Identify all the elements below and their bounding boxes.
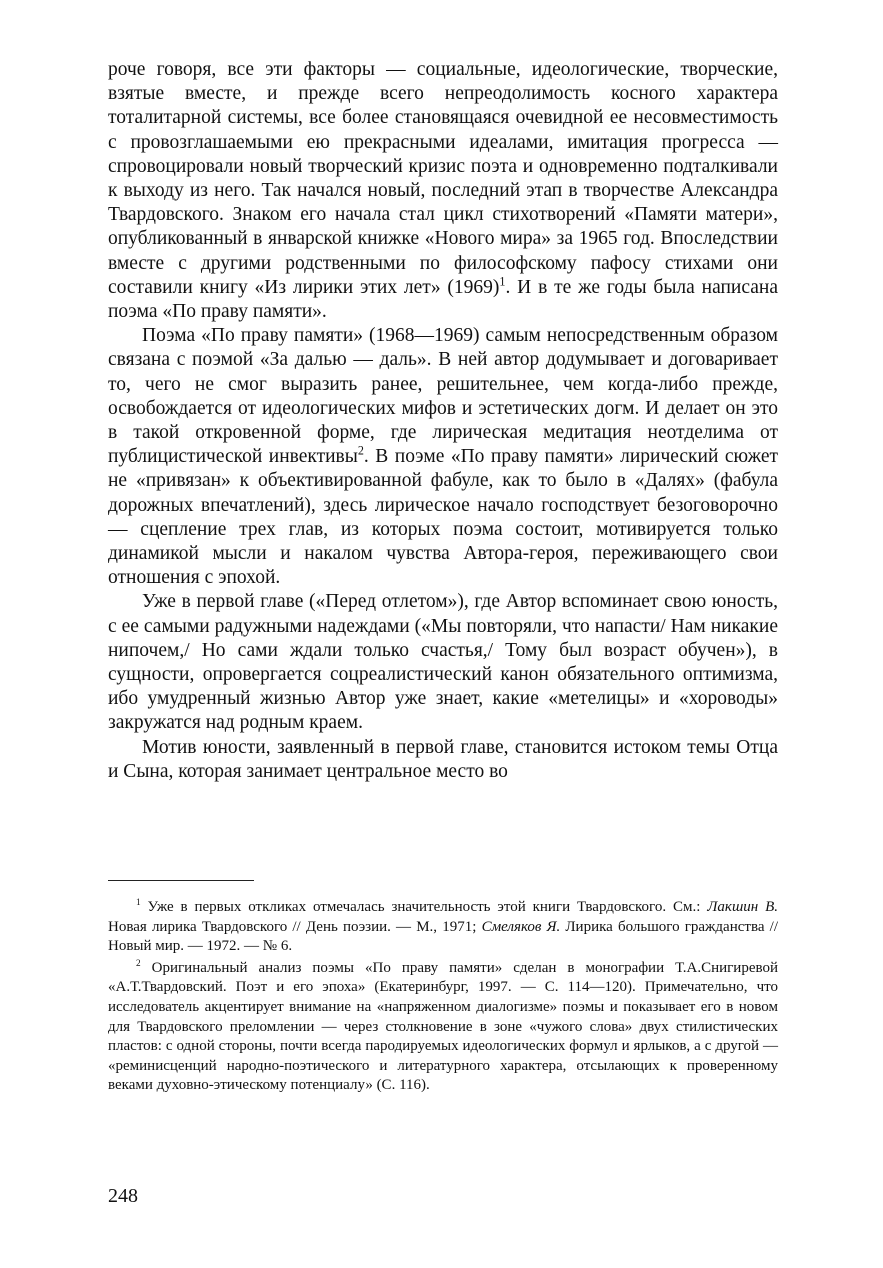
footnote-1-text-a: Уже в первых откликах отмечалась значительность этой книги Твардовского. См.: bbox=[140, 899, 708, 915]
paragraph-2-tail: . В поэме «По праву памяти» лирический сюжет не «привязан» к объективированной фабуле, как то было в «Далях» (фабула дорожных впечатлений), здесь лирическое начало господствует безоговорочно — сцепление трех глав, из которых поэма состоит, мотивируется только динамикой мысли и накалом чувства Автора-героя, переживающего свои отношения с эпохой. bbox=[108, 446, 779, 589]
paragraph-1-text: роче говоря, все эти факторы — социальные, идеологические, творческие, взятые вместе, и прежде всего непреодолимость косного характера тоталитарной системы, все более становящаяся очевидной ее несовместимость с провозглашаемыми ею прекрасными идеалами, имитация прогресса — спровоцировали новый творческий кризис поэта и одновременно подталкивали к выходу из него. Так начался новый, последний этап в творчестве Александра Твардовского. Знаком его начала стал цикл стихотворений «Памяти матери», опубликованный в январской книжке «Нового мира» за 1965 год. Впоследствии вместе с другими родственными по философскому пафосу стихами они составили книгу «Из лирики этих лет» (1969) bbox=[108, 59, 778, 298]
footnote-2 bbox=[108, 959, 778, 1096]
footnote-1-text-b: Новая лирика Твардовского // День поэзии. — М., 1971; bbox=[108, 918, 482, 935]
footnote-1 bbox=[108, 898, 778, 957]
footnote-1-text-c: Лирика большого гражданства // Новый мир. — 1972. — № 6. bbox=[108, 918, 778, 955]
paragraph-1 bbox=[108, 58, 778, 324]
paragraph-2 bbox=[108, 324, 778, 590]
paragraph-3: Уже в первой главе («Перед отлетом»), где Автор вспоминает свою юность, с ее самыми радужными надеждами («Мы повторяли, что напасти/ Нам никакие нипочем,/ Но сами ждали только счастья,/ Тому был возраст обучен»), в сущности, опровергается соцреалистический канон обязательного оптимизма, ибо умудренный жизнью Автор уже знает, какие «метелицы» и «хороводы» закружатся над родным краем. bbox=[108, 591, 778, 734]
footnote-2-text: Оригинальный анализ поэмы «По праву памяти» сделан в монографии Т.А.Снигиревой «А.Т.Твардовский. Поэт и его эпоха» (Екатеринбург, 1997. — С. 114—120). Примечательно, что исследователь акцентирует внимание на «напряженном диалогизме» поэмы и показывает его в новом для Твардовского преломлении — через столкновение в зоне «чужого слова» двух стилистических пластов: с одной стороны, почти всегда пародируемых идеологических формул и ярлыков, а с другой — «реминисценций народно-поэтического и литературного характера, отсылающих к проверенному веками духовно-этическому потенциалу» (С. 116). bbox=[108, 959, 778, 1094]
main-text-block bbox=[108, 58, 778, 784]
paragraph-4: Мотив юности, заявленный в первой главе, становится истоком темы Отца и Сына, которая занимает центральное место во bbox=[108, 736, 778, 782]
footnote-1-number: 1 bbox=[136, 898, 141, 908]
footnote-ref-2[interactable]: 2 bbox=[357, 443, 364, 458]
footnote-2-number: 2 bbox=[136, 958, 141, 969]
footnotes-block bbox=[108, 898, 778, 1096]
footnote-divider bbox=[108, 880, 254, 881]
page-number: 248 bbox=[108, 1185, 138, 1207]
footnote-ref-1[interactable]: 1 bbox=[499, 274, 506, 289]
footnote-1-author-2: Смеляков Я. bbox=[481, 918, 561, 935]
paragraph-2-text: Поэма «По праву памяти» (1968—1969) самым непосредственным образом связана с поэмой «За далью — даль». В ней автор додумывает и договаривает то, чего не смог выразить ранее, решительнее, чем когда-либо прежде, освобождается от идеологических мифов и эстетических догм. И делает он это в такой откровенной форме, где лирическая медитация неотделима от публицистической инвективы bbox=[108, 325, 778, 468]
footnote-1-author-1: Лакшин В. bbox=[707, 899, 778, 915]
paragraph-1-tail: . И в те же годы была написана поэма «По праву памяти». bbox=[108, 276, 778, 323]
